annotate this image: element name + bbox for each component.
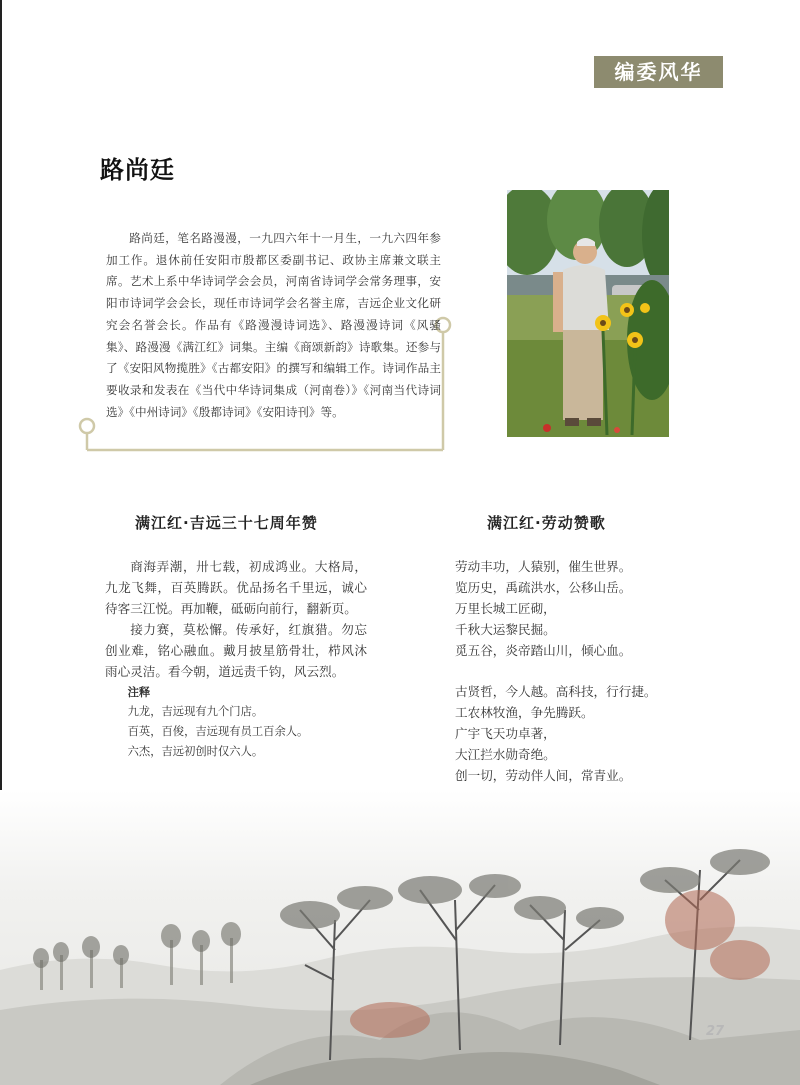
poem-title: 满江红·吉远三十七周年赞: [135, 514, 318, 532]
poem-body: [105, 556, 367, 762]
note-label: 注释: [127, 685, 151, 699]
page-number: 27: [706, 1024, 725, 1039]
poem-line: 万里长城工匠砌，: [455, 601, 556, 616]
ink-landscape-painting: [0, 790, 800, 1085]
poem-title: 满江红·劳动赞歌: [487, 514, 606, 532]
poem-paragraph: 接力赛，莫松懈。传承好，红旗猎。勿忘创业难，铭心融血。戴月披星筋骨壮，栉风沐雨心灵洁。看今朝，道远责千钧，风云烈。: [105, 622, 367, 679]
note-line: 九龙，吉远现有九个门店。: [127, 705, 264, 718]
poem-line: 觅五谷，炎帝踏山川，倾心血。: [455, 643, 632, 658]
section-tag: 编委风华: [594, 56, 723, 88]
note-line: 六杰，吉远初创时仅六人。: [127, 745, 264, 758]
author-bio: 路尚廷，笔名路漫漫，一九四六年十一月生，一九六四年参加工作。退休前任安阳市殷都区委副书记、政协主席兼文联主席。艺术上系中华诗词学会会员，河南省诗词学会常务理事，安阳市诗词学会会长，现任市诗词学会名誉主席，吉远企业文化研究会名誉会长。作品有《路漫漫诗词选》、路漫漫诗词《风骚集》、路漫漫《满江红》词集。主编《商颂新韵》诗歌集。还参与了《安阳风物揽胜》《古都安阳》的撰写和编辑工作。诗词作品主要收录和发表在《当代中华诗词集成（河南卷）》《河南当代诗词选》《中州诗词》《殷都诗词》《安阳诗刊》等。: [106, 231, 441, 419]
note-line: 百英，百俊，吉远现有员工百余人。: [127, 725, 309, 738]
portrait-photo-icon: [507, 190, 669, 437]
poem-line: 工农林牧渔，争先腾跃。: [455, 705, 594, 720]
poem-line: 览历史，禹疏洪水，公移山岳。: [455, 580, 632, 595]
poem-line: 劳动丰功，人猿别，催生世界。: [455, 559, 632, 574]
poem-line: 广宇飞天功卓著，: [455, 726, 556, 741]
poem-paragraph: 商海弄潮，卅七载，初成鸿业。大格局，九龙飞舞，百英腾跃。优品扬名千里远，诚心待客三江悦。再加鞭，砥砺向前行，翻新页。: [105, 559, 367, 616]
poem-line: 创一切，劳动伴人间，常青业。: [455, 768, 632, 783]
author-name: 路尚廷: [100, 156, 175, 184]
poem-line: 千秋大运黎民掘。: [455, 622, 556, 637]
poem-body: [455, 556, 657, 786]
poem-line: 古贤哲，今人越。高科技，行行捷。: [455, 684, 657, 699]
poem-line: 大江拦水勋奇绝。: [455, 747, 556, 762]
